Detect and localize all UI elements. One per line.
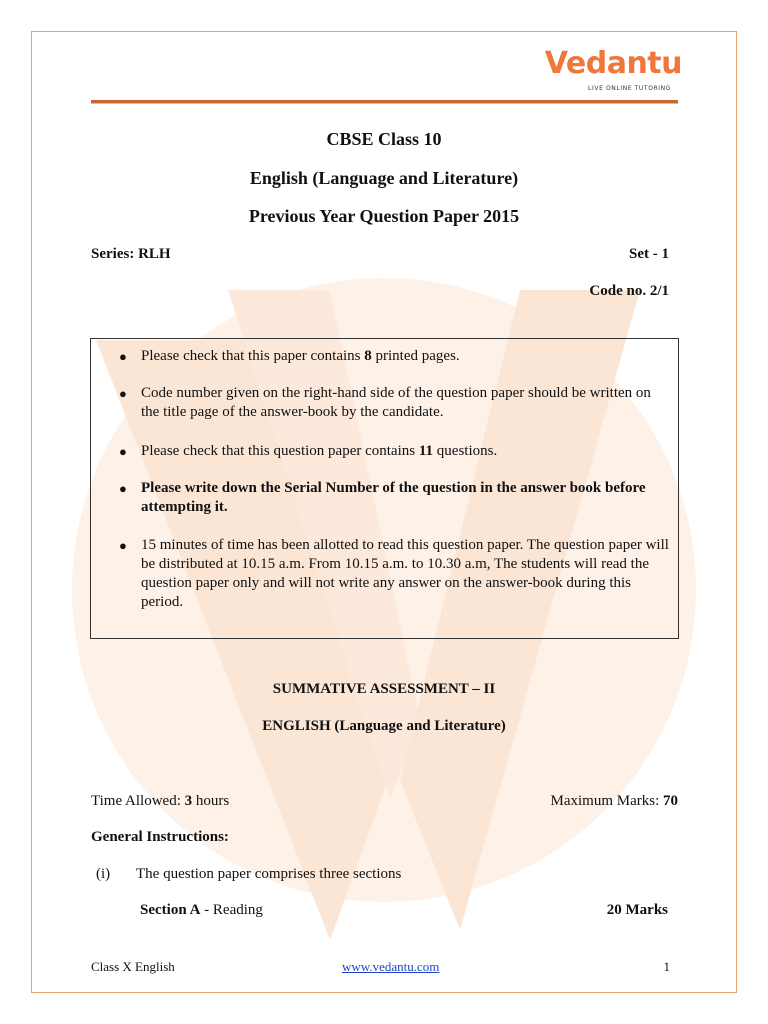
marks-label: Maximum Marks:: [550, 793, 663, 809]
logo-tagline: LIVE ONLINE TUTORING: [588, 85, 671, 92]
marks-value: 70: [663, 793, 678, 809]
set-label: Set - 1: [629, 246, 669, 262]
section-name: Section A: [140, 902, 201, 918]
note-item: [141, 442, 671, 461]
assessment-subtitle: ENGLISH (Language and Literature): [262, 718, 506, 734]
logo-wordmark: Vedantu: [544, 46, 682, 81]
note-text: 15 minutes of time has been allotted to read this question paper. The question paper will be distributed at 10.15 a.m. From 10.15 a.m. to 10.30 a.m, The students will read the question paper only and will not write any answer on the answer-book during this period.: [141, 537, 669, 610]
bullet-icon: ●: [119, 386, 127, 401]
vedantu-logo: [544, 46, 682, 96]
note-text: questions.: [433, 443, 498, 459]
bullet-icon: ●: [119, 349, 127, 364]
note-item: [141, 384, 671, 422]
note-text: Please check that this paper contains: [141, 348, 365, 364]
note-item: [141, 347, 671, 366]
subject-title: English (Language and Literature): [249, 168, 519, 188]
instruction-text: The question paper comprises three sections: [136, 866, 402, 882]
bullet-icon: ●: [119, 481, 127, 496]
time-value: 3: [184, 793, 193, 809]
time-label: Time Allowed:: [91, 793, 185, 809]
series-label: Series: RLH: [91, 246, 171, 262]
note-bold: 8: [364, 348, 372, 364]
assessment-title: SUMMATIVE ASSESSMENT – II: [272, 681, 496, 697]
bullet-icon: ●: [119, 538, 127, 553]
note-item: [141, 536, 671, 612]
note-text: Code number given on the right-hand side of the question paper should be written on the title page of the answer-book by the candidate.: [141, 385, 651, 420]
section-a-line: [140, 902, 263, 919]
instructions-box: [90, 338, 679, 639]
section-desc: - Reading: [200, 902, 263, 918]
page-title: CBSE Class 10: [326, 129, 442, 149]
footer-class-label: Class X English: [91, 959, 175, 974]
footer-website-link[interactable]: www.vedantu.com: [342, 959, 440, 974]
instruction-number: (i): [96, 866, 111, 882]
note-item: [141, 479, 671, 517]
maximum-marks: [551, 793, 679, 810]
general-instructions-heading: General Instructions:: [91, 829, 229, 845]
page-number: 1: [663, 959, 670, 974]
time-unit: hours: [192, 793, 230, 809]
note-text: printed pages.: [371, 348, 460, 364]
note-bold: Please write down the Serial Number of the question in the answer book before attempting it.: [141, 480, 646, 515]
note-bold: 11: [418, 443, 434, 459]
paper-title: Previous Year Question Paper 2015: [248, 206, 520, 226]
header-divider: [91, 100, 678, 104]
time-allowed: [91, 793, 229, 810]
section-a-marks: 20 Marks: [606, 902, 668, 918]
note-text: Please check that this question paper contains: [141, 443, 419, 459]
bullet-icon: ●: [119, 444, 127, 459]
code-label: Code no. 2/1: [589, 283, 669, 299]
